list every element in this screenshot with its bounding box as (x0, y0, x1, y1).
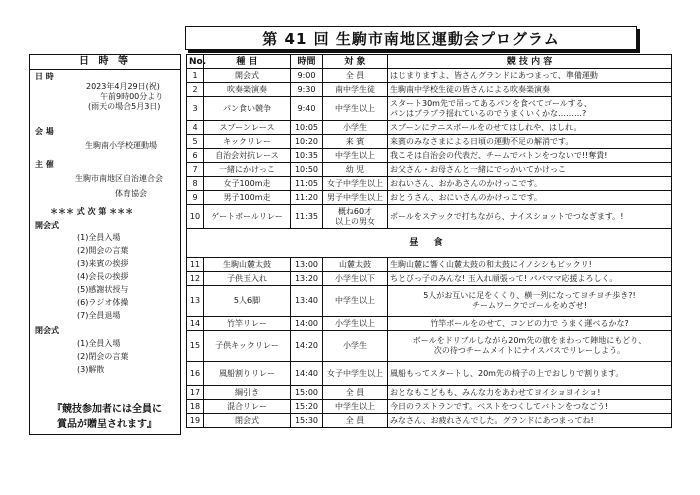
content-line: パンはプラプラ揺れているのでうまくいくかな………? (390, 108, 587, 118)
event-time: 午前9時00分より (100, 92, 164, 101)
row-target: 小学生以下 (323, 272, 388, 286)
row-content: 竹竿ボールをのせて、コンビの力で うまく運べるかな? (388, 317, 672, 331)
row-target: 女子中学生以上 (323, 362, 388, 386)
row-content: お父さん・お母さんと一緒にでっかいてかけっこ (388, 163, 672, 177)
row-event: 風船割りリレー (204, 362, 291, 386)
row-event: スプーンレース (204, 121, 291, 135)
target-line: 概ね60才 (337, 206, 373, 216)
date-label: 日 時 (35, 72, 54, 81)
row-time: 10:05 (291, 121, 323, 135)
row-content: おとなもこどもも、みんな力をあわせてヨイショヨイショ! (388, 386, 672, 400)
lunch-break: 昼 食 (187, 229, 672, 258)
prize-note (33, 402, 181, 432)
row-no: 17 (187, 386, 204, 400)
table-row (187, 177, 672, 191)
row-content: ボールをステックで打ちながら、ナイスショットでつなぎます。! (388, 205, 672, 229)
opening-item: (3)来賓の挨拶 (77, 259, 129, 268)
row-content (388, 286, 672, 317)
row-time: 14:40 (291, 362, 323, 386)
row-event: 5人6脚 (204, 286, 291, 317)
table-header (187, 55, 672, 69)
row-time: 9:30 (291, 83, 323, 97)
venue-label: 会 場 (35, 127, 54, 136)
content-line: 次の待つチームメイトにナイスパスでリレーしよう。 (433, 346, 626, 355)
table-row (187, 331, 672, 362)
row-no: 3 (187, 97, 204, 121)
row-content: おねいさん、おかあさんのかけっこです。 (388, 177, 672, 191)
host-label: 主 催 (35, 160, 54, 169)
header-time: 時間 (291, 55, 323, 69)
row-target: 山麓太鼓 (323, 258, 388, 272)
row-target: 来 賓 (323, 135, 388, 149)
opening-item: (2)開会の言葉 (77, 246, 129, 255)
row-content: 来賓のみなさまによる日頃の運動不足の解消です。 (388, 135, 672, 149)
table-row (187, 83, 672, 97)
table-row (187, 163, 672, 177)
row-no: 4 (187, 121, 204, 135)
table-row (187, 400, 672, 414)
table-row (187, 362, 672, 386)
row-target: 中学生以上 (323, 97, 388, 121)
venue: 生駒南小学校運動場 (85, 141, 157, 150)
row-target: 女子中学生以上 (323, 177, 388, 191)
row-no: 7 (187, 163, 204, 177)
row-content: 生駒南中学校生徒の皆さんによる吹奏楽演奏 (388, 83, 672, 97)
row-target: 南中学生徒 (323, 83, 388, 97)
row-event: パン食い競争 (204, 97, 291, 121)
table-row (187, 386, 672, 400)
table-row (187, 69, 672, 83)
host-2: 体育協会 (115, 189, 147, 198)
content-line: チームワークでゴールをめざせ! (471, 301, 588, 310)
row-content: 生駒山麓に響く山麓太鼓の和太鼓にイノシシもビックリ! (388, 258, 672, 272)
row-event: 一緒にかけっこ (204, 163, 291, 177)
row-time: 10:50 (291, 163, 323, 177)
row-event: 閉会式 (204, 414, 291, 428)
row-event: キックリレー (204, 135, 291, 149)
header-event: 種 目 (204, 55, 291, 69)
ceremony-title: ＊＊＊ 式 次 第 ＊＊＊ (50, 207, 134, 216)
row-time: 13:40 (291, 286, 323, 317)
target-line: 以上の男女 (335, 216, 375, 226)
row-target: 中学生以上 (323, 286, 388, 317)
row-no: 8 (187, 177, 204, 191)
row-time: 15:00 (291, 386, 323, 400)
row-time: 10:35 (291, 149, 323, 163)
row-target: 中学生以上 (323, 400, 388, 414)
row-event: 竹竿リレー (204, 317, 291, 331)
row-time: 15:20 (291, 400, 323, 414)
row-no: 6 (187, 149, 204, 163)
row-time: 13:00 (291, 258, 323, 272)
lunch-row (187, 229, 672, 258)
closing-item: (3)解散 (77, 365, 105, 374)
rain-date: (雨天の場合5月3日) (88, 102, 161, 111)
row-event: 子供キックリレー (204, 331, 291, 362)
row-no: 1 (187, 69, 204, 83)
row-time: 10:20 (291, 135, 323, 149)
row-content: スプーンにテニスボールをのせてはしれや、はしれ。 (388, 121, 672, 135)
table-row (187, 191, 672, 205)
table-row (187, 286, 672, 317)
row-event: ゲートボールリレー (204, 205, 291, 229)
row-no: 13 (187, 286, 204, 317)
row-time: 14:00 (291, 317, 323, 331)
row-target: 全 員 (323, 69, 388, 83)
header-content: 競 技 内 容 (388, 55, 672, 69)
row-event: 混合リレー (204, 400, 291, 414)
row-event: 男子100m走 (204, 191, 291, 205)
row-no: 10 (187, 205, 204, 229)
opening-label: 開会式 (35, 221, 59, 230)
row-time: 13:20 (291, 272, 323, 286)
row-time: 11:35 (291, 205, 323, 229)
closing-item: (2)閉会の言葉 (77, 352, 129, 361)
row-target: 男子中学生以上 (323, 191, 388, 205)
row-target: 全 員 (323, 414, 388, 428)
table-row (187, 258, 672, 272)
row-event: 女子100m走 (204, 177, 291, 191)
row-content: 我こそは自治会の代表だ、チームでバトンをつないで!!奪貴! (388, 149, 672, 163)
table-row (187, 135, 672, 149)
prize-note-line2: 賞品が贈呈されます』 (57, 419, 157, 430)
row-event: 吹奏楽演奏 (204, 83, 291, 97)
row-no: 9 (187, 191, 204, 205)
row-time: 11:20 (291, 191, 323, 205)
table-row (187, 149, 672, 163)
row-time: 14:20 (291, 331, 323, 362)
content-line: 5人がお互いに足をくくり、横一列になってヨチヨチ歩き?! (423, 291, 636, 300)
row-event: 子供玉入れ (204, 272, 291, 286)
table-row (187, 414, 672, 428)
host-1: 生駒市南地区自治連合会 (75, 174, 163, 183)
opening-item: (6)ラジオ体操 (77, 298, 129, 307)
row-time: 11:05 (291, 177, 323, 191)
row-target: 中学生以上 (323, 149, 388, 163)
row-target: 小学生 (323, 331, 388, 362)
row-no: 16 (187, 362, 204, 386)
table-row (187, 317, 672, 331)
row-event: 生駒山麓太鼓 (204, 258, 291, 272)
content-line: ボールをドリブルしながら20m先の旗をまわって陣地にもどり、 (412, 336, 647, 345)
opening-item: (7)全員退場 (77, 311, 121, 320)
info-header: 日 時 等 (30, 55, 180, 70)
row-content: はじまりますよ、皆さんグランドにあつまって、準備運動 (388, 69, 672, 83)
row-content (388, 331, 672, 362)
row-content: 今日のラストランです。ベストをつくしてバトンをつなごう! (388, 400, 672, 414)
row-no: 2 (187, 83, 204, 97)
header-no: No. (187, 55, 204, 69)
table-row (187, 205, 672, 229)
row-content: みなさん、お疲れさんでした。グランドにあつまってね! (388, 414, 672, 428)
row-event: 綱引き (204, 386, 291, 400)
prize-note-line1: 『競技参加者には全員に (52, 404, 162, 415)
row-no: 5 (187, 135, 204, 149)
row-time: 15:30 (291, 414, 323, 428)
row-no: 18 (187, 400, 204, 414)
table-row (187, 272, 672, 286)
row-no: 14 (187, 317, 204, 331)
opening-item: (4)会長の挨拶 (77, 272, 129, 281)
row-target (323, 205, 388, 229)
row-time: 9:40 (291, 97, 323, 121)
header-target: 対 象 (323, 55, 388, 69)
opening-item: (1)全員入場 (77, 233, 121, 242)
content-line: スタート30m先で吊ってあるパンを食べてゴールする、 (390, 98, 592, 108)
opening-item: (5)感謝状授与 (77, 285, 129, 294)
program-title: 第 41 回 生駒市南地区運動会プログラム (185, 26, 637, 50)
row-target: 幼 児 (323, 163, 388, 177)
row-no: 12 (187, 272, 204, 286)
row-target: 小学生以上 (323, 317, 388, 331)
row-time: 9:00 (291, 69, 323, 83)
row-content (388, 97, 672, 121)
table-row (187, 121, 672, 135)
row-event: 自治会対抗レース (204, 149, 291, 163)
table-row (187, 97, 672, 121)
event-date: 2023年4月29日(祝) (86, 82, 160, 91)
row-content: おとうさん、おにいさんのかけっこです。 (388, 191, 672, 205)
row-no: 19 (187, 414, 204, 428)
row-no: 15 (187, 331, 204, 362)
row-target: 全 員 (323, 386, 388, 400)
row-content: ちとびっ子のみんな! 玉入れ頑張って! パパママ応援よろしく。 (388, 272, 672, 286)
row-target: 小学生 (323, 121, 388, 135)
closing-label: 閉会式 (35, 326, 59, 335)
program-table (186, 54, 672, 428)
row-content: 風船もってスタートし、20m先の椅子の上でおしりで割ります。 (388, 362, 672, 386)
row-event: 開会式 (204, 69, 291, 83)
closing-item: (1)全員入場 (77, 339, 121, 348)
row-no: 11 (187, 258, 204, 272)
